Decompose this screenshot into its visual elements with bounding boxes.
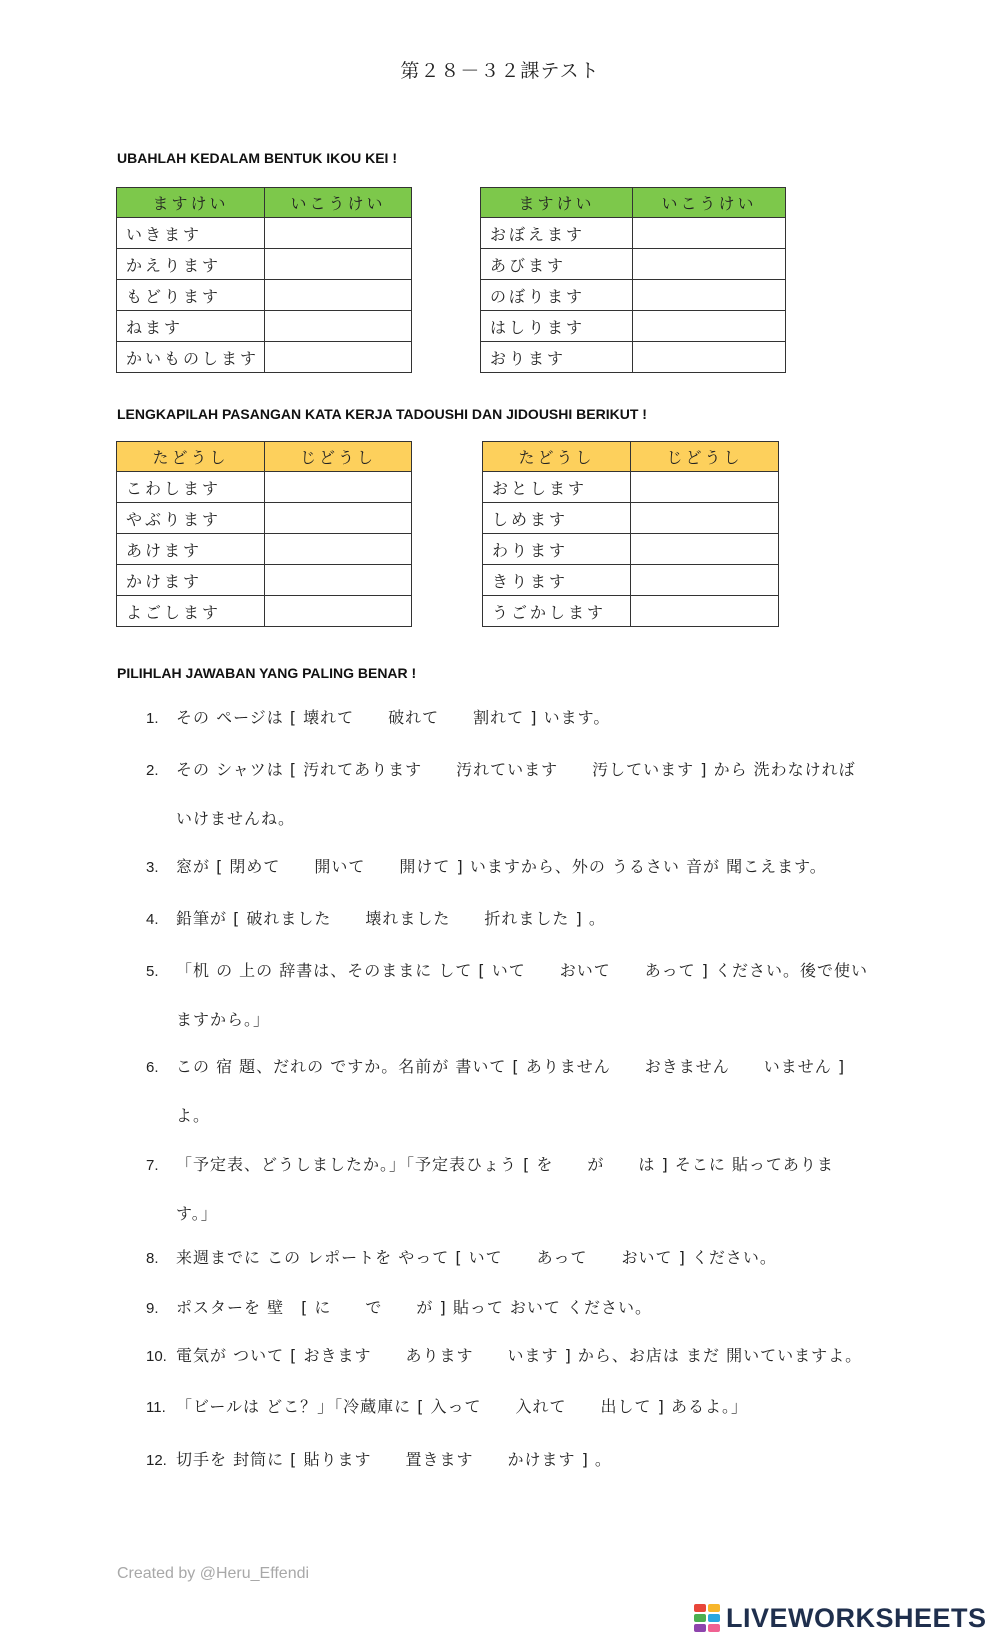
question-4 (146, 895, 906, 944)
answer-cell[interactable] (265, 565, 412, 596)
table-row (483, 596, 779, 627)
question-text[interactable]: その ページは [ 壊れて 破れて 割れて ] います。 (176, 708, 611, 727)
verb-cell: はしります (481, 311, 633, 342)
column-header-ikoukei: いこうけい (633, 188, 786, 218)
verb-cell: うごかします (483, 596, 631, 627)
ikou-table-left (116, 187, 412, 373)
column-header-masukei: ますけい (117, 188, 265, 218)
question-1 (146, 694, 906, 743)
answer-cell[interactable] (631, 534, 779, 565)
answer-cell[interactable] (265, 534, 412, 565)
answer-cell[interactable] (631, 596, 779, 627)
verb-cell: きります (483, 565, 631, 596)
verb-cell: おとします (483, 472, 631, 503)
column-header-jidoushi: じどうし (265, 442, 412, 472)
table-row (117, 534, 412, 565)
question-text-continued: ますから。」 (176, 1010, 271, 1029)
table-row (117, 596, 412, 627)
creator-credit: Created by @Heru_Effendi (117, 1565, 310, 1582)
answer-cell[interactable] (265, 311, 412, 342)
table-row (117, 249, 412, 280)
verb-cell: かえります (117, 249, 265, 280)
question-number: 10. (146, 1348, 167, 1365)
table-row (117, 280, 412, 311)
answer-cell[interactable] (633, 280, 786, 311)
column-header-tadoushi: たどうし (117, 442, 265, 472)
question-9 (146, 1284, 906, 1333)
answer-cell[interactable] (265, 503, 412, 534)
question-text-continued: す。」 (176, 1204, 218, 1223)
verb-cell: わります (483, 534, 631, 565)
table-row (117, 565, 412, 596)
liveworksheets-logo-icon (694, 1604, 720, 1632)
question-2 (146, 746, 906, 843)
verb-cell: のぼります (481, 280, 633, 311)
verb-cell: あけます (117, 534, 265, 565)
question-text[interactable]: 窓が [ 閉めて 開いて 開けて ] いますから、外の うるさい 音が 聞こえます。 (176, 857, 827, 876)
table-row (117, 311, 412, 342)
table-row (117, 218, 412, 249)
verb-cell: こわします (117, 472, 265, 503)
verb-cell: しめます (483, 503, 631, 534)
answer-cell[interactable] (633, 249, 786, 280)
question-number: 9. (146, 1300, 159, 1317)
question-7 (146, 1141, 906, 1238)
answer-cell[interactable] (633, 342, 786, 373)
table-row (483, 565, 779, 596)
question-10 (146, 1332, 906, 1381)
question-number: 4. (146, 911, 159, 928)
table-row (481, 311, 786, 342)
question-text[interactable]: 電気が ついて [ おきます あります います ] から、お店は まだ 開いていますよ。 (176, 1346, 863, 1365)
section-heading-multiple-choice: PILIHLAH JAWABAN YANG PALING BENAR ! (117, 665, 417, 681)
section-heading-ikou: UBAHLAH KEDALAM BENTUK IKOU KEI ! (117, 150, 397, 166)
question-number: 5. (146, 963, 159, 980)
question-6 (146, 1043, 906, 1140)
verb-cell: もどります (117, 280, 265, 311)
verb-cell: ねます (117, 311, 265, 342)
question-number: 11. (146, 1399, 166, 1416)
question-number: 8. (146, 1250, 159, 1267)
table-row (483, 534, 779, 565)
question-text[interactable]: この 宿 題、だれの ですか。名前が 書いて [ ありません おきません いません ] (176, 1057, 846, 1076)
answer-cell[interactable] (631, 472, 779, 503)
table-row (481, 249, 786, 280)
section-heading-tadoushi-jidoushi: LENGKAPILAH PASANGAN KATA KERJA TADOUSHI DAN JIDOUSHI BERIKUT ! (117, 406, 647, 422)
column-header-ikoukei: いこうけい (265, 188, 412, 218)
question-3 (146, 843, 906, 892)
verb-cell: おります (481, 342, 633, 373)
question-number: 3. (146, 859, 159, 876)
verb-cell: あびます (481, 249, 633, 280)
table-row (483, 503, 779, 534)
table-row (117, 472, 412, 503)
table-row (483, 472, 779, 503)
table-row (117, 342, 412, 373)
column-header-masukei: ますけい (481, 188, 633, 218)
answer-cell[interactable] (633, 218, 786, 249)
question-text[interactable]: 切手を 封筒に [ 貼ります 置きます かけます ] 。 (176, 1450, 612, 1469)
tadoushi-table-left (116, 441, 412, 627)
ikou-table-right (480, 187, 786, 373)
question-number: 7. (146, 1157, 159, 1174)
question-text[interactable]: 来週までに この レポートを やって [ いて あって おいて ] ください。 (176, 1248, 777, 1267)
answer-cell[interactable] (631, 503, 779, 534)
question-text[interactable]: その シャツは [ 汚れてあります 汚れています 汚しています ] から 洗わなければ (176, 760, 856, 779)
question-number: 1. (146, 710, 159, 727)
question-number: 6. (146, 1059, 159, 1076)
column-header-tadoushi: たどうし (483, 442, 631, 472)
answer-cell[interactable] (631, 565, 779, 596)
liveworksheets-brand[interactable] (694, 1602, 987, 1634)
table-row (481, 218, 786, 249)
table-row (481, 280, 786, 311)
tadoushi-table-right (482, 441, 779, 627)
column-header-jidoushi: じどうし (631, 442, 779, 472)
question-number: 12. (146, 1452, 167, 1469)
verb-cell: かいものします (117, 342, 265, 373)
question-text[interactable]: ポスターを 壁 [ に で が ] 貼って おいて ください。 (176, 1298, 653, 1317)
question-text-continued: いけませんね。 (176, 809, 296, 828)
question-12 (146, 1436, 906, 1485)
answer-cell[interactable] (265, 472, 412, 503)
answer-cell[interactable] (265, 596, 412, 627)
question-number: 2. (146, 762, 159, 779)
question-11 (146, 1383, 906, 1432)
answer-cell[interactable] (265, 280, 412, 311)
page-title: 第２８－３２課テスト (400, 60, 600, 82)
verb-cell: いきます (117, 218, 265, 249)
answer-cell[interactable] (633, 311, 786, 342)
question-text[interactable]: 「机 の 上の 辞書は、そのままに して [ いて おいて あって ] ください。後で使い (176, 961, 869, 980)
table-row (117, 503, 412, 534)
verb-cell: かけます (117, 565, 265, 596)
answer-cell[interactable] (265, 342, 412, 373)
answer-cell[interactable] (265, 218, 412, 249)
answer-cell[interactable] (265, 249, 412, 280)
question-text[interactable]: 「ビールは どこ？」「冷蔵庫に [ 入って 入れて 出して ] あるよ。」 (176, 1397, 748, 1416)
verb-cell: おぼえます (481, 218, 633, 249)
question-text[interactable]: 鉛筆が [ 破れました 壊れました 折れました ] 。 (176, 909, 606, 928)
brand-name: LIVEWORKSHEETS (726, 1602, 987, 1633)
question-text[interactable]: 「予定表、どうしましたか。」「予定表ひょう [ を が は ] そこに 貼ってありま (176, 1155, 834, 1174)
verb-cell: よごします (117, 596, 265, 627)
verb-cell: やぶります (117, 503, 265, 534)
question-text-continued: よ。 (176, 1106, 211, 1125)
table-row (481, 342, 786, 373)
question-8 (146, 1234, 906, 1283)
question-5 (146, 947, 906, 1044)
